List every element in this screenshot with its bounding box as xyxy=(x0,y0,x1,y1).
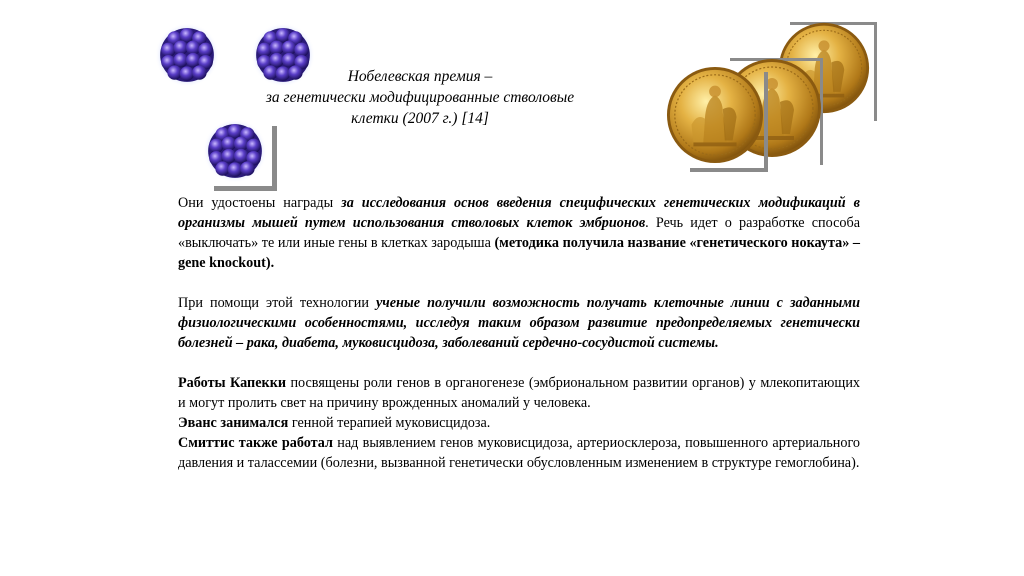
text-span: Они удостоены награды xyxy=(178,195,342,211)
text-span: . Речь идет о разработке способа «выключать» те или иные гены в клетках зародыша xyxy=(178,215,860,251)
text-span: генной терапией муковисцидоза. xyxy=(288,415,491,431)
bold-text: (методика получила название «генетического нокаута» – gene knockout). xyxy=(178,235,860,271)
emphasis-text: ученые получили возможность получать клеточные линии с заданными физиологическими особенностями, исследуя таким образом развитие предопределяемых генетически болезней – рака, диабета, муковисцидоза, заболеваний сердечно-сосудистой системы. xyxy=(178,295,860,351)
title-line-1: Нобелевская премия – xyxy=(347,68,493,85)
cell-cluster-icon xyxy=(204,120,266,182)
paragraph-evans xyxy=(178,413,860,433)
bold-text: Смиттис также работал xyxy=(178,435,333,451)
bold-text: Эванс занимался xyxy=(178,415,289,431)
title-line-2: за генетически модифицированные стволовые xyxy=(265,89,575,106)
nobel-medal-icon xyxy=(666,66,764,164)
bold-text: Работы Капекки xyxy=(178,375,287,391)
emphasis-text: за исследования основ введения специфических генетических модификаций в организмы мышей путем использования стволовых клеток эмбрионов xyxy=(178,195,861,231)
paragraph-smithies xyxy=(178,433,860,473)
text-span: над выявлением генов муковисцидоза, артериосклероза, повышенного артериального давления и талассемии (болезни, вызванной генетически обусловленным изменением в структуре гемоглобина). xyxy=(178,435,860,471)
text-span: При помощи этой технологии xyxy=(178,295,376,311)
paragraph-awards xyxy=(178,193,860,273)
paragraph-technology xyxy=(178,293,860,353)
text-span: посвящены роли генов в органогенезе (эмбриональном развитии органов) у млекопитающих и могут пролить свет на причину врожденных аномалий у человека. xyxy=(178,375,861,411)
main-text xyxy=(178,193,860,473)
paragraph-capecchi xyxy=(178,373,860,413)
slide-title xyxy=(200,66,640,129)
title-line-3: клетки (2007 г.) [14] xyxy=(351,110,489,127)
